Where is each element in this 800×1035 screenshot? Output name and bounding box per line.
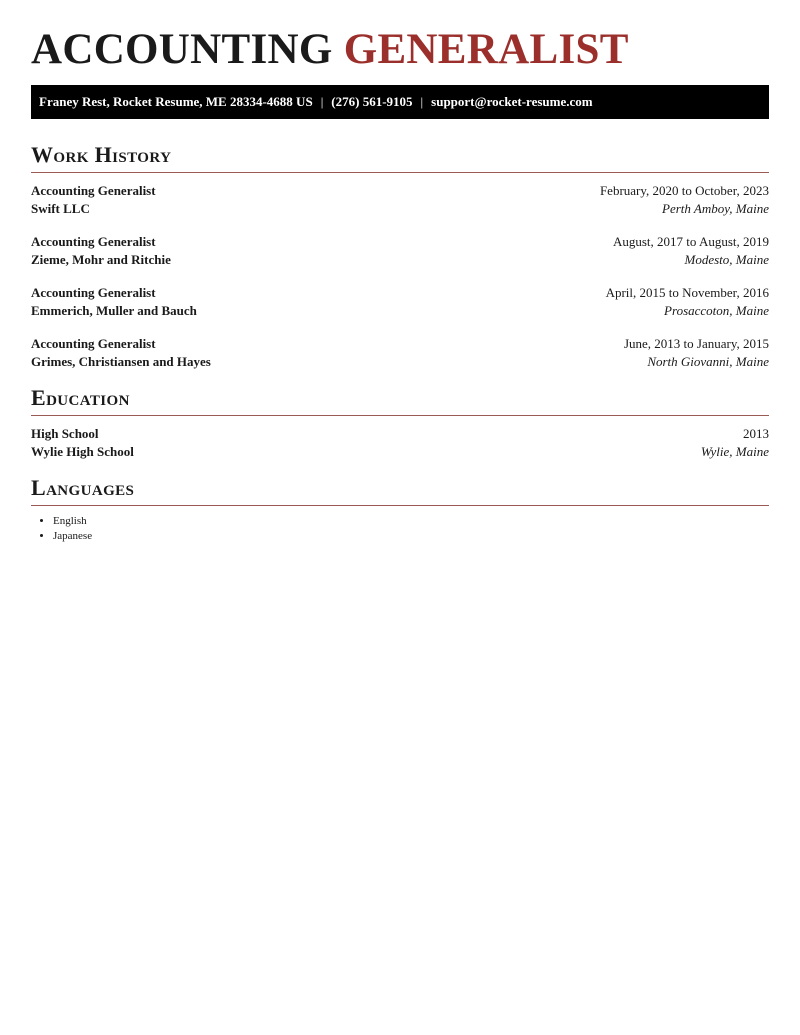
- section-heading-education: Education: [31, 385, 769, 416]
- job-location: North Giovanni, Maine: [647, 354, 769, 369]
- work-history-section: [31, 142, 769, 371]
- job-location: Prosaccoton, Maine: [664, 303, 769, 318]
- work-entry: [31, 182, 769, 218]
- contact-email: support@rocket-resume.com: [431, 94, 593, 109]
- graduation-year: 2013: [743, 426, 769, 441]
- company-name: Grimes, Christiansen and Hayes: [31, 354, 211, 369]
- education-section: [31, 385, 769, 461]
- contact-separator: |: [420, 94, 424, 109]
- job-dates: June, 2013 to January, 2015: [623, 336, 769, 351]
- title-first-word: ACCOUNTING: [31, 26, 333, 73]
- language-item: • Japanese: [53, 529, 769, 544]
- languages-list: [31, 514, 769, 544]
- education-entry: [31, 425, 769, 461]
- company-name: Emmerich, Muller and Bauch: [31, 303, 197, 318]
- education-list: [31, 425, 769, 461]
- degree: High School: [31, 426, 99, 441]
- contact-phone: (276) 561-9105: [331, 94, 413, 109]
- resume-page: [31, 0, 769, 544]
- contact-separator: |: [320, 94, 324, 109]
- section-heading-languages: Languages: [31, 475, 769, 506]
- job-title: Accounting Generalist: [31, 234, 156, 249]
- job-dates: August, 2017 to August, 2019: [612, 234, 769, 249]
- company-name: Swift LLC: [31, 201, 90, 216]
- work-entry: [31, 335, 769, 371]
- work-history-list: [31, 182, 769, 371]
- languages-section: [31, 475, 769, 544]
- contact-bar: [31, 85, 769, 119]
- language-item: • English: [53, 514, 769, 529]
- job-title: Accounting Generalist: [31, 336, 156, 351]
- work-entry: [31, 284, 769, 320]
- school-name: Wylie High School: [31, 444, 134, 459]
- section-heading-work-history: Work History: [31, 142, 769, 173]
- job-dates: February, 2020 to October, 2023: [599, 183, 769, 198]
- work-entry: [31, 233, 769, 269]
- contact-address: Franey Rest, Rocket Resume, ME 28334-4688 US: [39, 94, 313, 109]
- job-title: Accounting Generalist: [31, 183, 156, 198]
- job-title: Accounting Generalist: [31, 285, 156, 300]
- page-title: [31, 0, 769, 85]
- company-name: Zieme, Mohr and Ritchie: [31, 252, 171, 267]
- job-location: Perth Amboy, Maine: [662, 201, 769, 216]
- title-last-word: GENERALIST: [343, 26, 629, 73]
- job-dates: April, 2015 to November, 2016: [605, 285, 769, 300]
- job-location: Modesto, Maine: [684, 252, 769, 267]
- school-location: Wylie, Maine: [700, 444, 769, 459]
